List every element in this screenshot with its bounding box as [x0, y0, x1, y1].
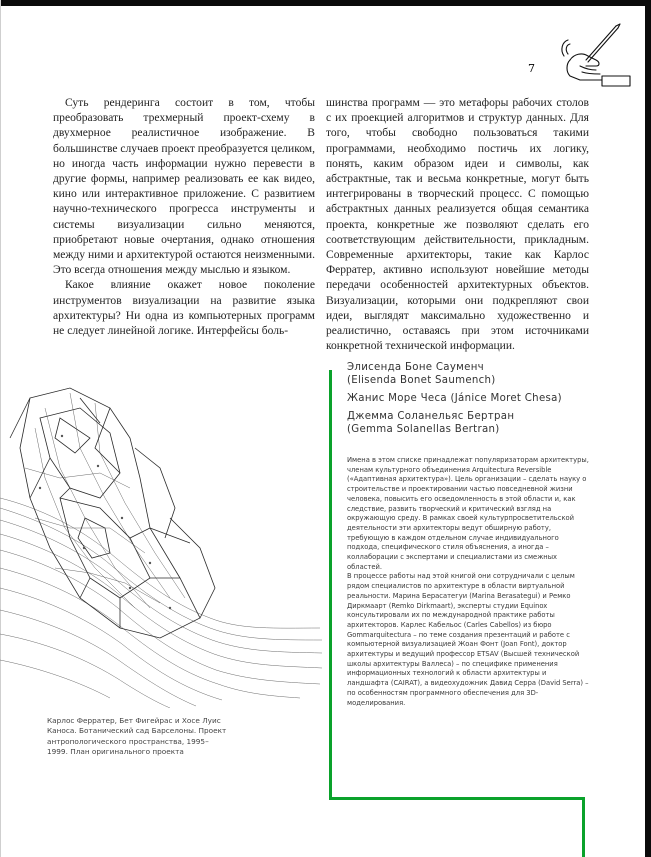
- accent-line-vertical: [329, 370, 332, 800]
- body-paragraph-1: Суть рендеринга состоит в том, чтобы преобразовать трехмерный проект-схему в двухмерное реалистичное изображение. В большинстве случаев проект преобразуется целиком, но иногда часть информации нужно перевести в другие формы, например реализовать ее как видео, кино или интерактивное приложение. С развитием научно-технического прогресса инструменты и системы визуализации сильно меняются, приобретают новые очертания, однако отношения между ними и архитектурой остаются неизменными. Это всегда отношения между мыслью и языком.: [53, 97, 315, 277]
- page-number: 7: [528, 62, 535, 75]
- text-column-left: [53, 96, 315, 339]
- author-1-latin: (Elisenda Bonet Saumench): [347, 375, 496, 386]
- accent-line-vertical-end: [582, 797, 585, 857]
- image-caption: [47, 716, 227, 758]
- accent-line-horizontal: [329, 797, 585, 800]
- page-top-border: [0, 0, 651, 6]
- authors-bio: [347, 456, 589, 708]
- author-2-name: Жанис Море Чеса (Jánice Moret Chesa): [347, 393, 562, 404]
- caption-text: Карлос Ферратер, Бет Фигейрас и Хосе Луис Каноса. Ботанический сад Барселоны. Проект антропологического пространства, 1995–1999. План оригинального проекта: [47, 716, 227, 757]
- hand-with-pen-icon: [556, 20, 636, 90]
- text-column-right: [326, 96, 589, 354]
- author-3-latin: (Gemma Solanellas Bertran): [347, 424, 500, 435]
- page-right-border: [645, 0, 651, 857]
- body-paragraph-3: шинства программ — это метафоры рабочих столов с их проекцией алгоритмов и структур данных. Для того, чтобы свободно пользоваться такими программами, необходимо постичь их логику, понять, каким образом идеи и символы, как абстрактные, так и весьма конкретные, могут быть интегрированы в творческий процесс. С помощью абстрактных данных реализуется общая семантика проекта, конкретные же позволяют сделать его соответствующим действительности, прикладным. Современные архитекторы, такие как Карлос Ферратер, активно используют новейшие методы передачи особенностей архитектурных объектов. Визуализации, которыми они подкрепляют свои идеи, выглядят максимально художественно и реалистично, оставаясь при этом источниками конкретной технической информации.: [326, 97, 589, 353]
- author-3-name: Джемма Соланельяс Бертран: [347, 411, 515, 422]
- body-paragraph-2: Какое влияние окажет новое поколение инструментов визуализации на развитие языка архитектуры? Ни одна из компьютерных программ не следует линейной логике. Интерфейсы боль-: [53, 279, 315, 338]
- author-list: [347, 361, 587, 436]
- bio-paragraph-2: В процессе работы над этой книгой они сотрудничали с целым рядом специалистов по архитектуре в области виртуальной реальности. Марина Берасатегуи (Marina Berasategui) и Ремко Диркмаарт (Remko Dirkmaart), эксперты студии Equinox консультировали их по международной практике работы архитекторов. Карлес Кабельос (Carles Cabellos) из бюро Gommarquitectura – по теме создания презентаций и работе с компьютерной визуализацией Жоан Фонт (Joan Font), доктор архитектуры и ведущий профессор ETSAV (Высшей технической школы архитектуры Валлеса) – по специфике применения информационных технологий к области архитектуры и ландшафта (CAIRAT), а видеохудожник Давид Серра (David Serra) – по особенностям программного обеспечения для 3D-моделирования.: [347, 572, 589, 707]
- author-1-name: Элисенда Боне Сауменч: [347, 362, 485, 373]
- bio-paragraph-1: Имена в этом списке принадлежат популяризаторам архитектуры, членам культурного объединения Arquitectura Reversible («Адаптивная архитектура»). Цель организации – сделать науку о строительстве и проектировании частью повседневной жизни человека, повысить его осведомленность в этой области и, как следствие, развить творческий и критический взгляд на окружающую среду. В рамках своей культурпросветительской деятельности эти архитекторы ведут обширную работу, требующую в каждом отдельном случае индивидуального подхода, специфического стиля объяснения, а иногда – коллаборации с экспертами и специалистами из смежных областей.: [347, 456, 589, 571]
- botanical-garden-site-plan: [0, 378, 325, 708]
